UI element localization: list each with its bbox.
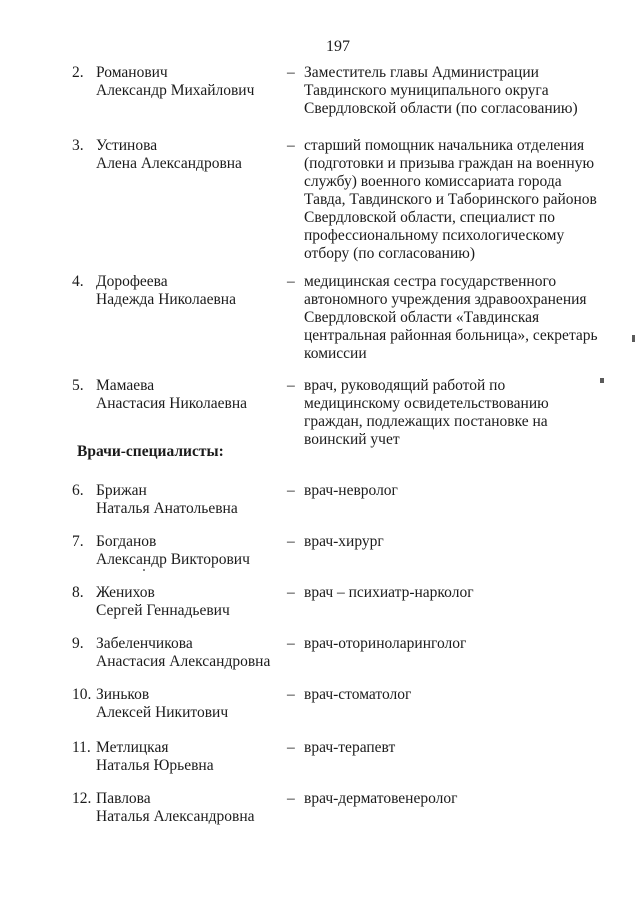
entry-description: врач-стоматолог [304, 686, 412, 703]
entry-number: 6. [72, 482, 84, 499]
entry-surname: Павлова [96, 790, 151, 807]
entry-name [96, 377, 292, 413]
entry-name [96, 273, 292, 309]
entry-number: 8. [72, 584, 84, 601]
entry-surname: Богданов [96, 533, 157, 550]
entry-description: врач-терапевт [304, 739, 396, 756]
entry-number: 12. [72, 790, 92, 807]
entry-given-names: Надежда Николаевна [96, 291, 236, 308]
entry-dash: – [287, 790, 295, 807]
entry-name [96, 739, 292, 775]
entry-given-names: Александр Михайлович [96, 82, 255, 99]
scan-artifact [600, 378, 604, 383]
entry-description: Заместитель главы Администрации Тавдинского муниципального округа Свердловской области (по согласованию) [304, 64, 578, 117]
entry-dash: – [287, 377, 295, 394]
scan-artifact [632, 335, 635, 342]
page-number: 197 [326, 38, 350, 55]
entry-surname: Забеленчикова [96, 635, 193, 652]
scan-artifact [143, 569, 145, 571]
entry-given-names: Анастасия Александровна [96, 653, 271, 670]
entry-given-names: Алена Александровна [96, 155, 242, 172]
entry-name [96, 533, 292, 569]
entry-dash: – [287, 686, 295, 703]
entry-name [96, 584, 292, 620]
entry-dash: – [287, 584, 295, 601]
section-heading-doctors: Врачи-специалисты: [77, 443, 224, 460]
entry-given-names: Александр Викторович [96, 551, 250, 568]
entry-surname: Женихов [96, 584, 155, 601]
entry-description: старший помощник начальника отделения (подготовки и призыва граждан на военную службу) военного комиссариата города Тавда, Тавдинского и Таборинского районов Свердловской области, специалист по профессиональному психологическому отбору (по согласованию) [304, 137, 597, 262]
entry-surname: Устинова [96, 137, 158, 154]
entry-dash: – [287, 64, 295, 81]
entry-given-names: Наталья Анатольевна [96, 500, 238, 517]
entry-description: врач-дерматовенеролог [304, 790, 458, 807]
entry-number: 10. [72, 686, 92, 703]
entry-surname: Мамаева [96, 377, 155, 394]
entry-number: 9. [72, 635, 84, 652]
entry-name [96, 482, 292, 518]
entry-dash: – [287, 482, 295, 499]
entry-dash: – [287, 137, 295, 154]
entry-given-names: Алексей Никитович [96, 704, 229, 721]
entry-dash: – [287, 273, 295, 290]
entry-description: медицинская сестра государственного автономного учреждения здравоохранения Свердловской области «Тавдинская центральная районная больница», секретарь комиссии [304, 273, 598, 362]
entry-description: врач-невролог [304, 482, 398, 499]
entry-given-names: Наталья Александровна [96, 808, 255, 825]
entry-surname: Брижан [96, 482, 147, 499]
entry-description: врач-оториноларинголог [304, 635, 467, 652]
entry-description: врач – психиатр-нарколог [304, 584, 474, 601]
entry-number: 11. [72, 739, 91, 756]
entry-name [96, 790, 292, 826]
entry-given-names: Анастасия Николаевна [96, 395, 248, 412]
entry-number: 2. [72, 64, 84, 81]
entry-name [96, 137, 292, 173]
entry-number: 4. [72, 273, 84, 290]
entry-number: 5. [72, 377, 84, 394]
entry-dash: – [287, 635, 295, 652]
entry-dash: – [287, 739, 295, 756]
entry-name [96, 635, 292, 671]
entry-given-names: Сергей Геннадьевич [96, 602, 230, 619]
entry-surname: Дорофеева [96, 273, 168, 290]
entry-surname: Метлицкая [96, 739, 169, 756]
entry-number: 7. [72, 533, 84, 550]
entry-description: врач, руководящий работой по медицинскому освидетельствованию граждан, подлежащих постановке на воинский учет [304, 377, 549, 448]
entry-given-names: Наталья Юрьевна [96, 757, 214, 774]
entry-name [96, 64, 292, 100]
entry-number: 3. [72, 137, 84, 154]
entry-description: врач-хирург [304, 533, 384, 550]
entry-name [96, 686, 292, 722]
entry-surname: Романович [96, 64, 168, 81]
entry-surname: Зиньков [96, 686, 150, 703]
entry-dash: – [287, 533, 295, 550]
